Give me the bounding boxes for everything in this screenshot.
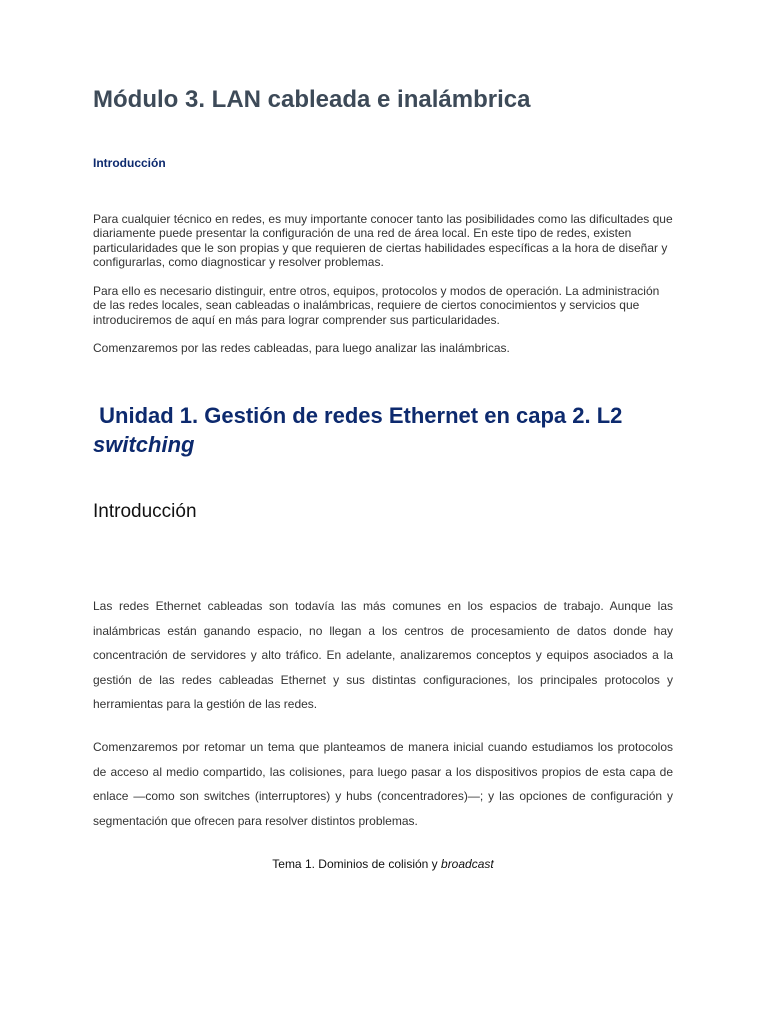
topic-title-main: Tema 1. Dominios de colisión y	[272, 857, 442, 871]
module-paragraph-2: Para ello es necesario distinguir, entre otros, equipos, protocolos y modos de operación. La administración de las redes locales, sean cableadas o inalámbricas, requiere de ciertos conocimientos y servicios que introduciremos de aquí en más para lograr comprender sus particularidades.	[93, 284, 660, 327]
unit-paragraph-1: Las redes Ethernet cableadas son todavía las más comunes en los espacios de trabajo. Aunque las inalámbricas están ganando espacio, no llegan a los centros de procesamiento de datos donde hay concentración de servidores y alto tráfico. En adelante, analizaremos conceptos y equipos asociados a la gestión de las redes cableadas Ethernet y sus distintas configuraciones, los principales protocolos y herramientas para la gestión de las redes.	[93, 599, 673, 712]
module-title: Módulo 3. LAN cableada e inalámbrica	[93, 86, 531, 113]
unit-title-main: Unidad 1. Gestión de redes Ethernet en capa 2. L2	[99, 403, 623, 428]
unit-intro-heading: Introducción	[93, 501, 197, 522]
module-intro-heading: Introducción	[93, 156, 166, 170]
topic-title-italic: broadcast	[441, 857, 494, 871]
topic-title	[93, 856, 673, 872]
unit-title	[93, 401, 673, 459]
unit-title-italic: switching	[93, 432, 195, 457]
module-paragraph-3: Comenzaremos por las redes cableadas, para luego analizar las inalámbricas.	[93, 341, 510, 355]
module-paragraph-1: Para cualquier técnico en redes, es muy importante conocer tanto las posibilidades como las dificultades que diariamente puede presentar la configuración de una red de área local. En este tipo de redes, existen particularidades que le son propias y que requieren de ciertas habilidades específicas a la hora de diseñar y configurarlas, como diagnosticar y resolver problemas.	[93, 212, 673, 270]
unit-paragraph-2: Comenzaremos por retomar un tema que planteamos de manera inicial cuando estudiamos los protocolos de acceso al medio compartido, las colisiones, para luego pasar a los dispositivos propios de esta capa de enlace —como son switches (interruptores) y hubs (concentradores)—; y las opciones de configuración y segmentación que ofrecen para resolver distintos problemas.	[93, 740, 673, 828]
